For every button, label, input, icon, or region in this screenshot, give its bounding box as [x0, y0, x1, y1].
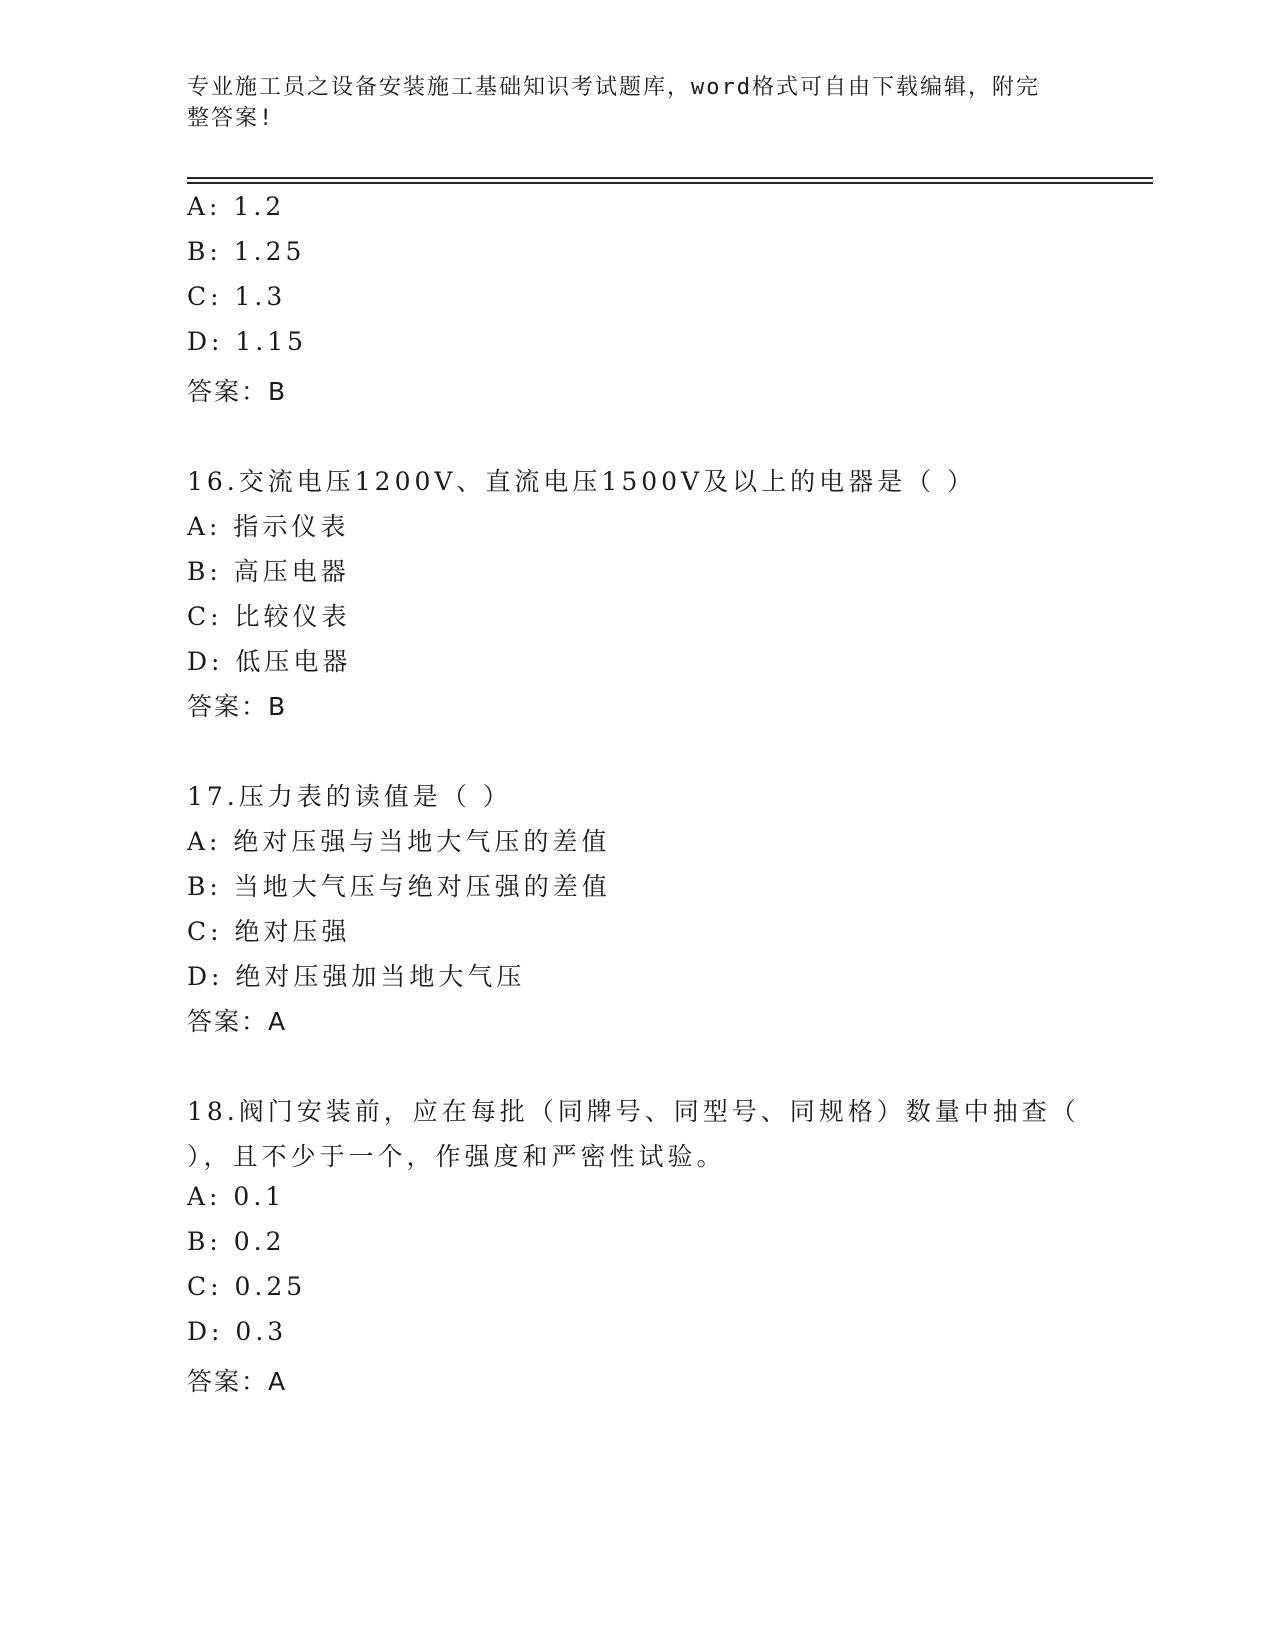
- header-divider-top: [187, 177, 1153, 179]
- q18-option-c: C: 0.25: [187, 1272, 307, 1301]
- q16-option-d: D: 低压电器: [187, 647, 352, 676]
- q15-option-b: B: 1.25: [187, 237, 306, 266]
- q17-option-c: C: 绝对压强: [187, 917, 351, 946]
- q17-option-d: D: 绝对压强加当地大气压: [187, 962, 526, 991]
- q18-question-line-1: 18.阀门安装前，应在每批（同牌号、同型号、同规格）数量中抽查（: [187, 1097, 1080, 1126]
- header-line-2: 整答案!: [187, 106, 275, 131]
- page-header: [187, 72, 1067, 134]
- header-line-1: 专业施工员之设备安装施工基础知识考试题库，word格式可自由下载编辑，附完: [187, 75, 1040, 100]
- q16-option-c: C: 比较仪表: [187, 602, 351, 631]
- q17-question: 17.压力表的读值是（ ）: [187, 782, 512, 811]
- q18-option-a: A: 0.1: [187, 1182, 286, 1211]
- q18-option-b: B: 0.2: [187, 1227, 286, 1256]
- q16-option-a: A: 指示仪表: [187, 512, 350, 541]
- q17-option-b: B: 当地大气压与绝对压强的差值: [187, 872, 611, 901]
- q15-option-c: C: 1.3: [187, 282, 287, 311]
- q18-question-line-2: ），且不少于一个，作强度和严密性试验。: [187, 1142, 726, 1171]
- q15-answer: 答案：B: [187, 377, 288, 406]
- q18-answer: 答案：A: [187, 1367, 288, 1396]
- q16-question: 16.交流电压1200V、直流电压1500V及以上的电器是（ ）: [187, 467, 977, 496]
- q16-option-b: B: 高压电器: [187, 557, 350, 586]
- q15-option-d: D: 1.15: [187, 327, 308, 356]
- header-divider-bottom: [187, 182, 1153, 184]
- q17-answer: 答案：A: [187, 1007, 288, 1036]
- q18-option-d: D: 0.3: [187, 1317, 288, 1346]
- q17-option-a: A: 绝对压强与当地大气压的差值: [187, 827, 611, 856]
- q16-answer: 答案：B: [187, 692, 288, 721]
- q15-option-a: A: 1.2: [187, 192, 286, 221]
